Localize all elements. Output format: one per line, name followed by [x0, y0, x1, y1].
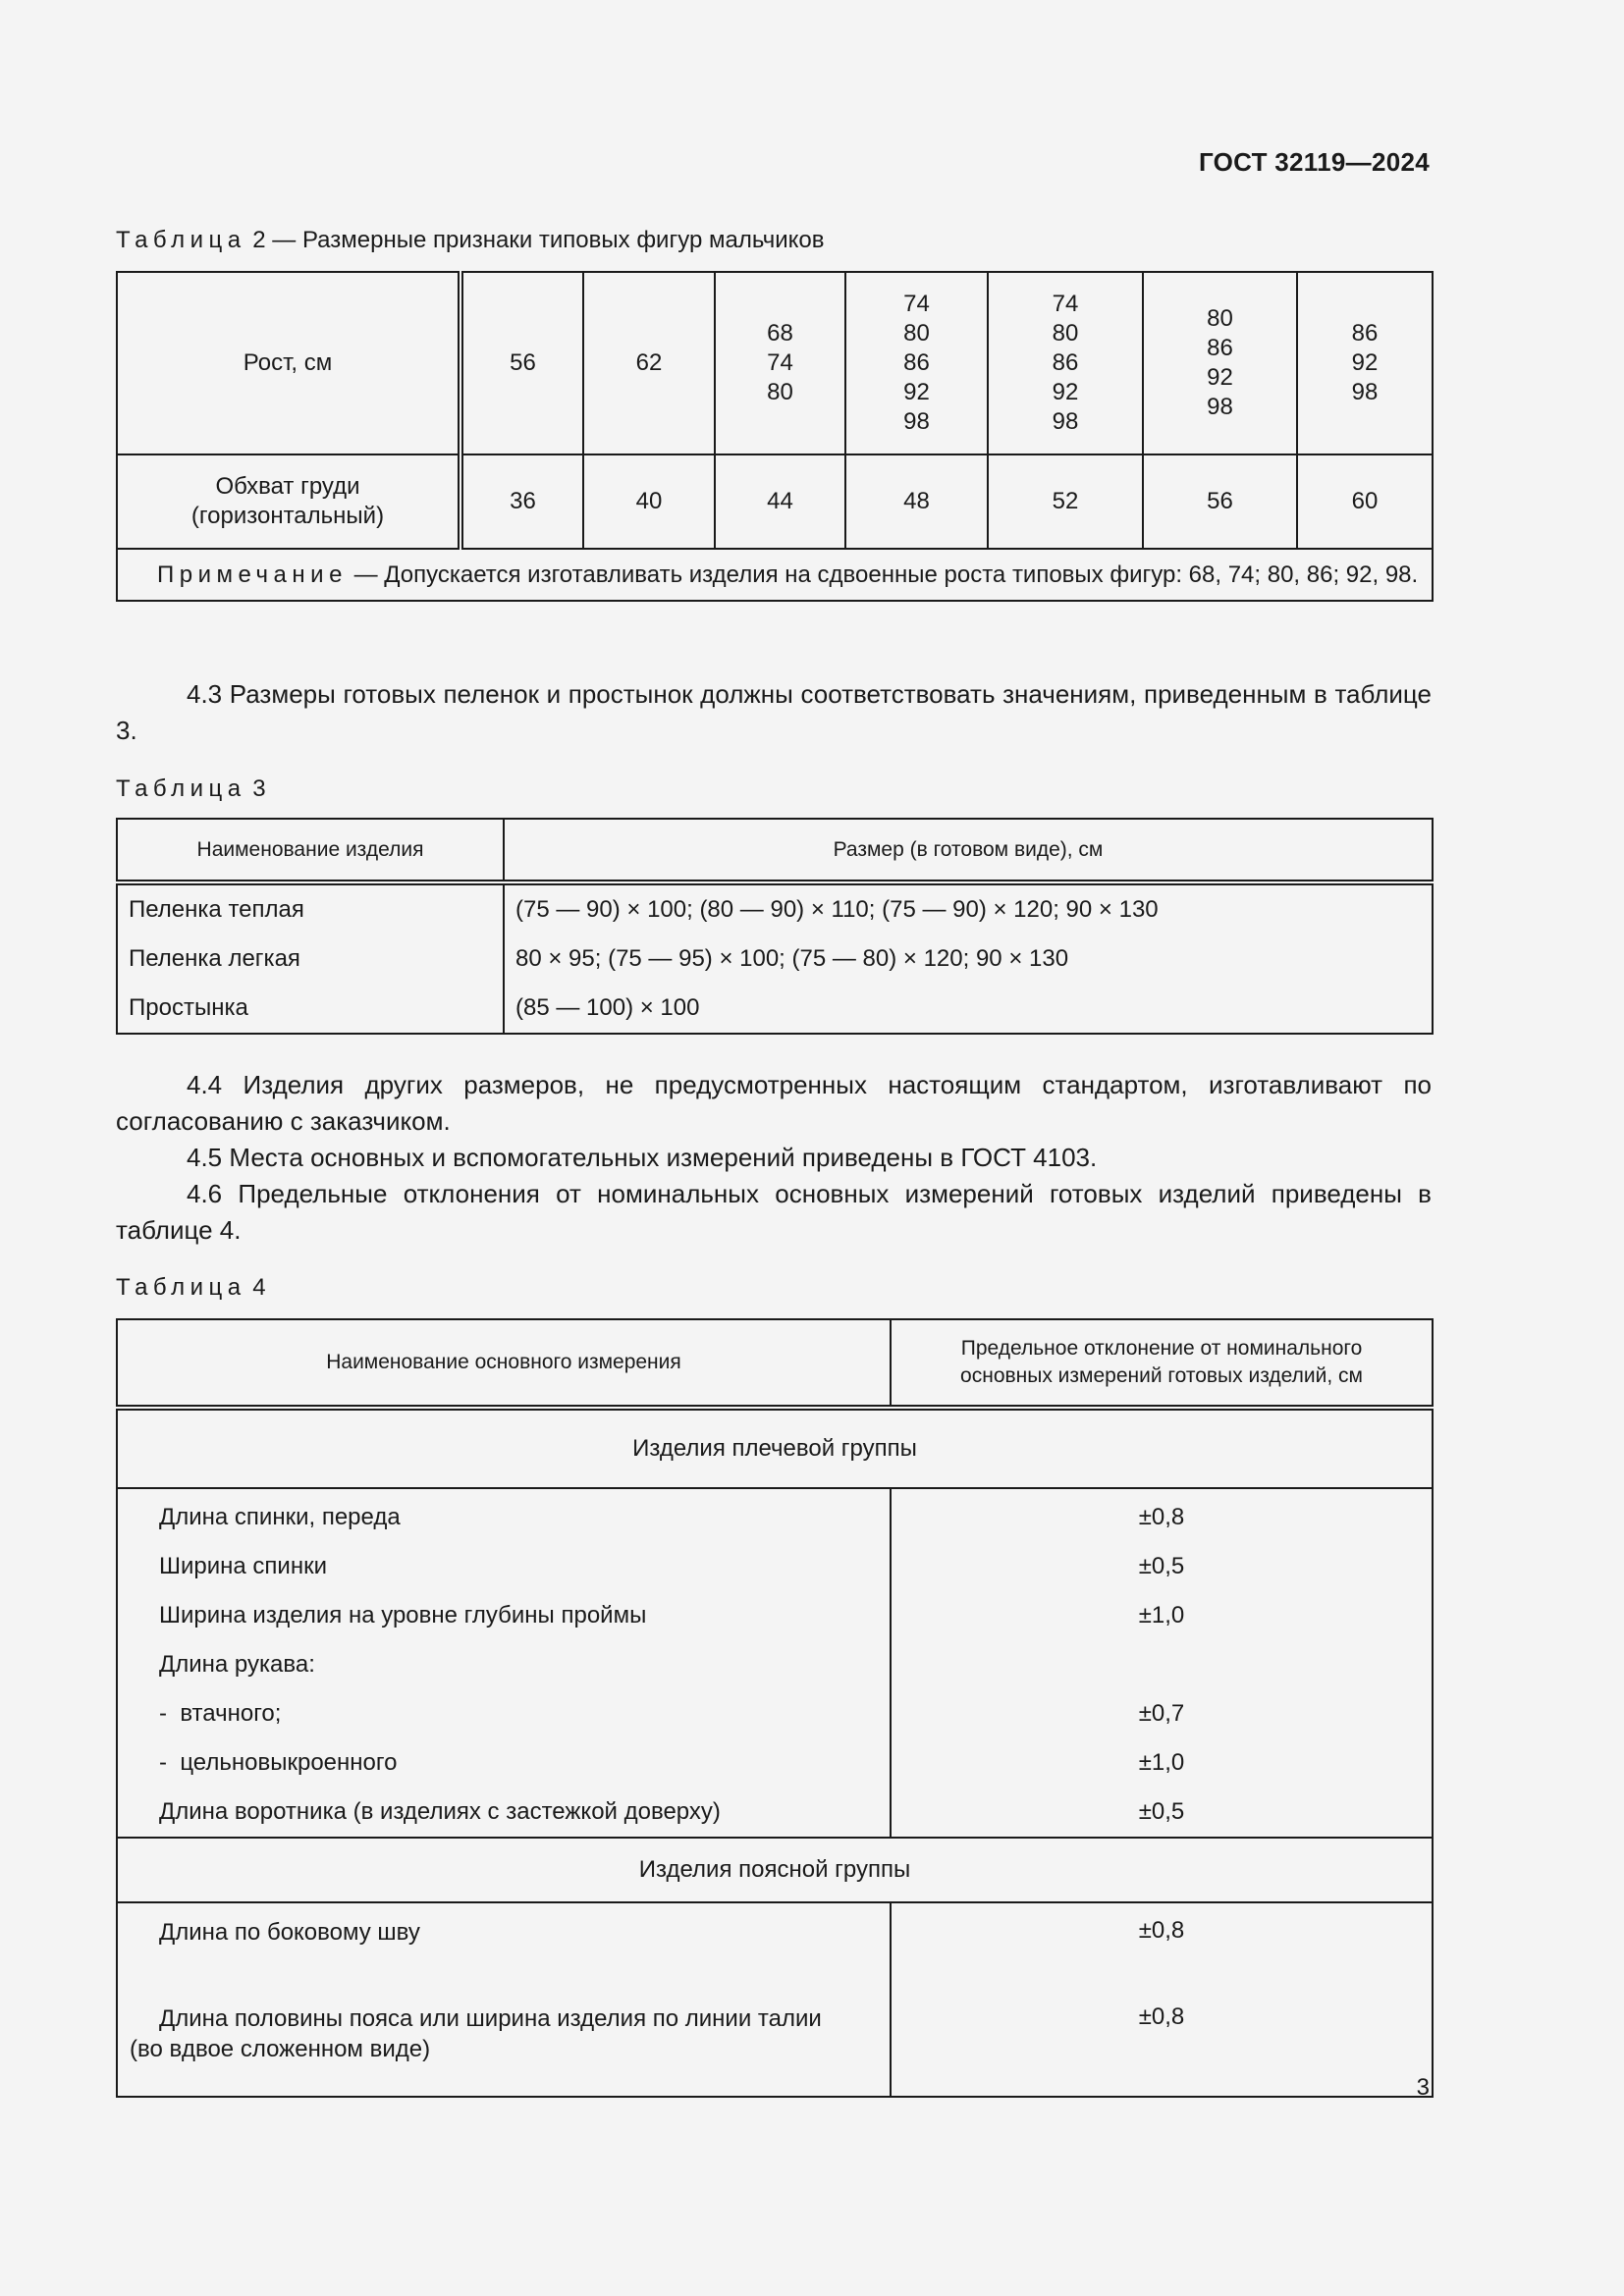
table2-cell: 74 80 86 92 98	[988, 272, 1143, 454]
table-row	[117, 1640, 1433, 1689]
table4-measure-name: Ширина спинки	[117, 1542, 891, 1591]
table-row	[117, 1738, 1433, 1788]
paragraph-4-6: 4.6 Предельные отклонения от номинальных основных измерений готовых изделий приведены в таблице 4.	[116, 1179, 1432, 1245]
table2-note-label: Примечание	[157, 561, 348, 588]
table4-measure-value: ±1,0	[891, 1591, 1433, 1640]
table3-caption	[116, 775, 266, 803]
table4-measure-value	[891, 1640, 1433, 1689]
table4-header-deviation: Предельное отклонение от номинального основных измерений готовых изделий, см	[891, 1319, 1433, 1408]
table2-caption	[116, 227, 825, 254]
table4-group-title: Изделия плечевой группы	[117, 1408, 1433, 1488]
table4-group-shoulder	[117, 1408, 1433, 1488]
table4-caption-label: Таблица	[116, 1274, 246, 1301]
table2-cell: 56	[1143, 454, 1297, 549]
table2-note-text: — Допускается изготавливать изделия на сдвоенные роста типовых фигур: 68, 74; 80, 86; 92, 98.	[347, 561, 1419, 588]
paragraph-4-5: 4.5 Места основных и вспомогательных измерений приведены в ГОСТ 4103.	[187, 1143, 1098, 1172]
table4-measure-name: Длина спинки, переда	[117, 1488, 891, 1542]
table2-cell: 86 92 98	[1297, 272, 1433, 454]
table3-header-size: Размер (в готовом виде), см	[504, 819, 1433, 882]
standard-designation: ГОСТ 32119—2024	[1198, 147, 1430, 177]
table3-item-name: Пеленка легкая	[117, 934, 504, 984]
table2	[116, 271, 1434, 602]
table3-caption-num: 3	[252, 775, 266, 802]
table-row	[117, 1902, 1433, 1996]
table4-measure-name: - втачного;	[117, 1689, 891, 1738]
table4-measure-name: Длина воротника (в изделиях с застежкой доверху)	[117, 1788, 891, 1838]
table4-header-row	[117, 1319, 1433, 1408]
table4-group-title: Изделия поясной группы	[117, 1838, 1433, 1902]
table2-cell: 48	[845, 454, 988, 549]
table4-group-waist	[117, 1838, 1433, 1902]
table2-cell: 44	[715, 454, 845, 549]
table2-chest-label: Обхват груди (горизонтальный)	[117, 454, 460, 549]
table2-note	[117, 549, 1433, 601]
table4-measure-value: ±1,0	[891, 1738, 1433, 1788]
table2-cell: 56	[460, 272, 583, 454]
table2-cell: 52	[988, 454, 1143, 549]
table-row	[117, 1542, 1433, 1591]
table2-chest-row	[117, 454, 1433, 549]
table2-note-row	[117, 549, 1433, 601]
page-number: 3	[1416, 2074, 1430, 2101]
table4-measure-value: ±0,8	[891, 1488, 1433, 1542]
table2-height-row	[117, 272, 1433, 454]
table3-header-row	[117, 819, 1433, 882]
table2-caption-label: Таблица	[116, 227, 246, 253]
table3-item-size: (85 — 100) × 100	[504, 984, 1433, 1034]
table2-cell: 40	[583, 454, 715, 549]
table3-item-size: 80 × 95; (75 — 95) × 100; (75 — 80) × 120; 90 × 130	[504, 934, 1433, 984]
table-row	[117, 1788, 1433, 1838]
table-row	[117, 1996, 1433, 2097]
table3-item-size: (75 — 90) × 100; (80 — 90) × 110; (75 — 90) × 120; 90 × 130	[504, 882, 1433, 934]
table4-measure-name: Длина по боковому шву	[117, 1902, 891, 1996]
table2-height-label: Рост, см	[117, 272, 460, 454]
table2-cell: 80 86 92 98	[1143, 272, 1297, 454]
table4-measure-name: Длина половины пояса или ширина изделия по линии талии (во вдвое сложенном виде)	[117, 1996, 891, 2097]
table-row	[117, 984, 1433, 1034]
table4-caption	[116, 1274, 266, 1302]
table4-measure-value: ±0,8	[891, 1902, 1433, 1996]
table3-header-name: Наименование изделия	[117, 819, 504, 882]
table2-cell: 36	[460, 454, 583, 549]
table4	[116, 1318, 1434, 2098]
table2-caption-text: 2 — Размерные признаки типовых фигур мальчиков	[252, 227, 825, 253]
table2-cell: 74 80 86 92 98	[845, 272, 988, 454]
table4-measure-value: ±0,8	[891, 1996, 1433, 2097]
table4-measure-name: - цельновыкроенного	[117, 1738, 891, 1788]
table-row	[117, 1591, 1433, 1640]
table4-measure-name: Длина рукава:	[117, 1640, 891, 1689]
table-row	[117, 934, 1433, 984]
table2-cell: 68 74 80	[715, 272, 845, 454]
table4-header-name: Наименование основного измерения	[117, 1319, 891, 1408]
table-row	[117, 1488, 1433, 1542]
table4-measure-value: ±0,5	[891, 1542, 1433, 1591]
table2-cell: 60	[1297, 454, 1433, 549]
table-row	[117, 882, 1433, 934]
table4-measure-name: Ширина изделия на уровне глубины проймы	[117, 1591, 891, 1640]
table3	[116, 818, 1434, 1035]
table2-cell: 62	[583, 272, 715, 454]
paragraph-4-4: 4.4 Изделия других размеров, не предусмотренных настоящим стандартом, изготавливают по согласованию с заказчиком.	[116, 1070, 1432, 1136]
table4-measure-value: ±0,7	[891, 1689, 1433, 1738]
table3-item-name: Пеленка теплая	[117, 882, 504, 934]
paragraph-4-3: 4.3 Размеры готовых пеленок и простынок должны соответствовать значениям, приведенным в таблице 3.	[116, 679, 1432, 745]
table4-measure-value: ±0,5	[891, 1788, 1433, 1838]
table3-caption-label: Таблица	[116, 775, 246, 802]
table3-item-name: Простынка	[117, 984, 504, 1034]
table-row	[117, 1689, 1433, 1738]
table4-caption-num: 4	[252, 1274, 266, 1301]
